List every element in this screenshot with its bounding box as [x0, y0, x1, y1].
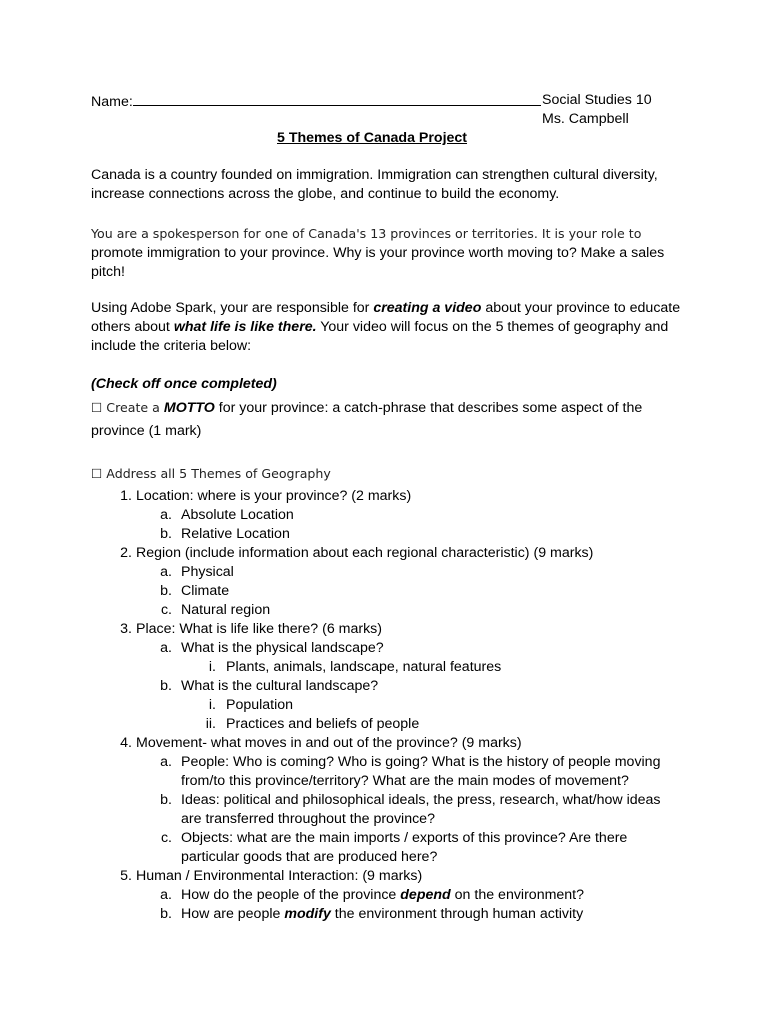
p3-text-e: Your video will focus on the 5 themes of geography and include the criteria below:	[91, 319, 669, 354]
theme-1a: a. Absolute Location	[160, 507, 294, 523]
spokesperson-line1: You are a spokesperson for one of Canada's 13 provinces or territories. It is your role to	[91, 226, 642, 241]
teacher-label: Ms. Campbell	[542, 111, 629, 127]
theme-3b-i: i. Population	[208, 697, 294, 713]
theme-5: 5. Human / Environmental Interaction: (9 marks)	[120, 868, 423, 884]
name-label: Name:	[91, 94, 133, 110]
theme-4a: a. People: Who is coming? Who is going? What is the history of people moving from/to this province/territory? What are the main modes of movement?	[160, 754, 661, 789]
theme-3b-ii: ii. Practices and beliefs of people	[205, 716, 420, 732]
theme-3a: a. What is the physical landscape?	[160, 640, 384, 656]
p3-emphasis-life: what life is like there.	[173, 319, 317, 335]
themes-label: Address all 5 Themes of Geography	[102, 466, 331, 481]
intro-text: Canada is a country founded on immigration. Immigration can strengthen cultural diversity, increase connections across the globe, and continue to build the economy.	[91, 167, 658, 202]
motto-text-d: province (1 mark)	[91, 423, 202, 439]
motto-checkbox[interactable]: ☐	[91, 400, 103, 415]
theme-3b: b. What is the cultural landscape?	[160, 678, 379, 694]
theme-2c: c. Natural region	[160, 602, 271, 618]
theme-3: 3. Place: What is life like there? (6 marks)	[120, 621, 382, 637]
themes-list	[91, 487, 691, 924]
theme-5a: a. How do the people of the province depend on the environment?	[160, 887, 585, 903]
theme-2a: a. Physical	[160, 564, 234, 580]
spokesperson-paragraph	[91, 224, 691, 282]
theme-2: 2. Region (include information about each regional characteristic) (9 marks)	[120, 545, 594, 561]
theme-5b: b. How are people modify the environment through human activity	[160, 906, 584, 922]
checklist-heading: (Check off once completed)	[91, 376, 277, 392]
name-blank[interactable]	[133, 91, 541, 106]
theme-4: 4. Movement- what moves in and out of the province? (9 marks)	[120, 735, 522, 751]
themes-checkbox[interactable]: ☐	[91, 466, 103, 481]
theme-4c: c. Objects: what are the main imports / exports of this province? Are there particular goods that are produced here?	[160, 830, 628, 865]
p3-text-a: Using Adobe Spark, your are responsible for	[91, 300, 374, 316]
theme-1b: b. Relative Location	[160, 526, 290, 542]
theme-2b: b. Climate	[160, 583, 230, 599]
page-title: 5 Themes of Canada Project	[277, 130, 468, 146]
adobe-spark-paragraph	[91, 299, 691, 356]
course-label: Social Studies 10	[542, 92, 652, 108]
spokesperson-rest: promote immigration to your province. Why is your province worth moving to? Make a sales pitch!	[91, 245, 665, 280]
theme-4b: b. Ideas: political and philosophical ideals, the press, research, what/how ideas are transferred throughout the province?	[160, 792, 661, 827]
p3-emphasis-video: creating a video	[373, 300, 482, 316]
themes-item	[91, 464, 331, 483]
name-line	[91, 91, 541, 112]
theme-1: 1. Location: where is your province? (2 marks)	[120, 488, 412, 504]
motto-text-c: for your province: a catch-phrase that describes some aspect of the	[214, 400, 643, 416]
theme-3a-i: i. Plants, animals, landscape, natural features	[208, 659, 502, 675]
p3-text-c: about your province to educate others about	[91, 300, 681, 335]
motto-text-a: Create a	[102, 400, 164, 415]
intro-paragraph	[91, 166, 691, 204]
motto-item	[91, 398, 642, 418]
motto-emphasis: MOTTO	[163, 400, 215, 416]
